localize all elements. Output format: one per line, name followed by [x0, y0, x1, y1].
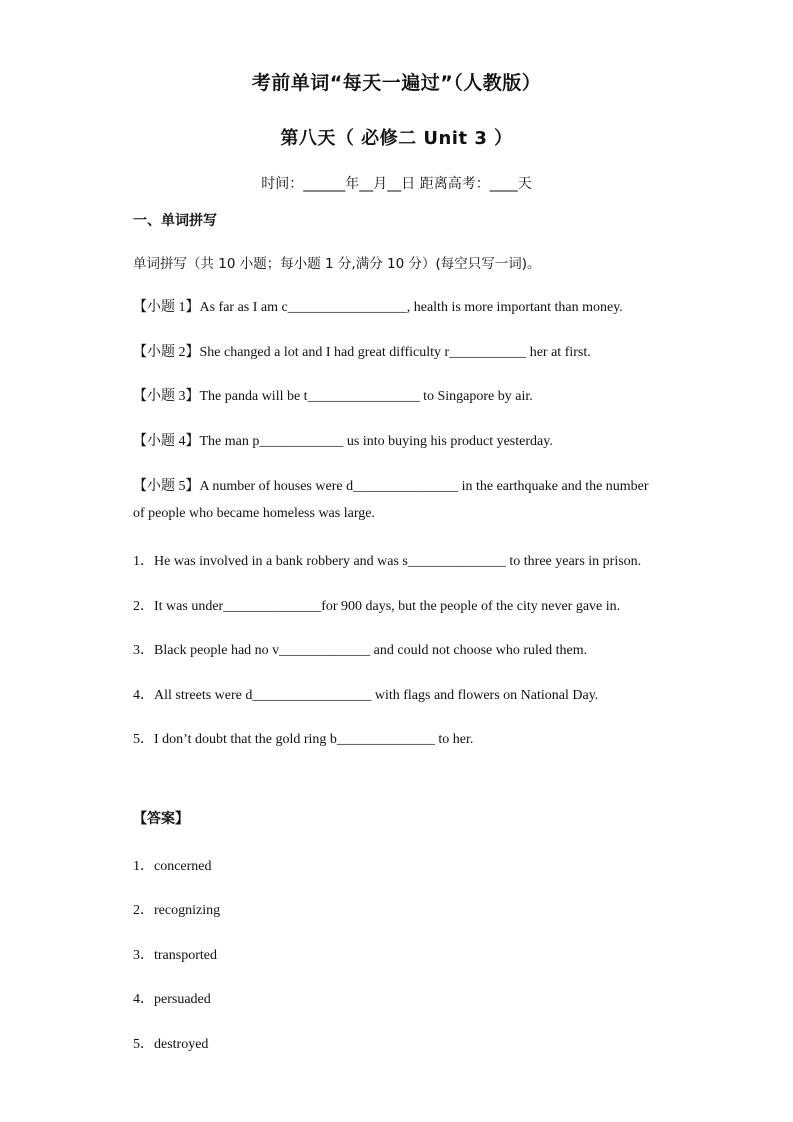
numbered-question-2: 2．It was under______________for 900 days, but the people of the city never gave in. — [133, 599, 621, 614]
page-subtitle: 第八天（ 必修二 Unit 3 ） — [280, 128, 513, 149]
question-5-line-2: of people who became homeless was large. — [133, 506, 375, 521]
question-2: 【小题 2】She changed a lot and I had great difficulty r___________ her at first. — [133, 345, 591, 360]
answer-5: 5．destroyed — [133, 1037, 209, 1052]
section-heading: 一、单词拼写 — [133, 213, 217, 229]
date-line: 时间：______年__月__日 距离高考：____天 — [261, 176, 532, 192]
answer-heading: 【答案】 — [133, 811, 189, 827]
answer-3: 3．transported — [133, 948, 217, 963]
question-1: 【小题 1】As far as I am c_________________, health is more important than money. — [133, 300, 623, 315]
question-4: 【小题 4】The man p____________ us into buying his product yesterday. — [133, 434, 553, 449]
question-3: 【小题 3】The panda will be t________________ to Singapore by air. — [133, 389, 533, 404]
numbered-question-1: 1．He was involved in a bank robbery and was s______________ to three years in prison. — [133, 554, 642, 569]
section-instructions: 单词拼写（共 10 小题；每小题 1 分,满分 10 分）(每空只写一词)。 — [133, 256, 541, 272]
numbered-question-4: 4．All streets were d_________________ with flags and flowers on National Day. — [133, 688, 599, 703]
numbered-question-3: 3．Black people had no v_____________ and could not choose who ruled them. — [133, 643, 588, 658]
question-5-line-1: 【小题 5】A number of houses were d_______________ in the earthquake and the number — [133, 479, 649, 494]
numbered-question-5: 5．I don’t doubt that the gold ring b______________ to her. — [133, 732, 474, 747]
answer-1: 1．concerned — [133, 859, 212, 874]
page-title: 考前单词“每天一遍过”（人教版） — [251, 72, 542, 94]
answer-4: 4．persuaded — [133, 992, 211, 1007]
answer-2: 2．recognizing — [133, 903, 221, 918]
